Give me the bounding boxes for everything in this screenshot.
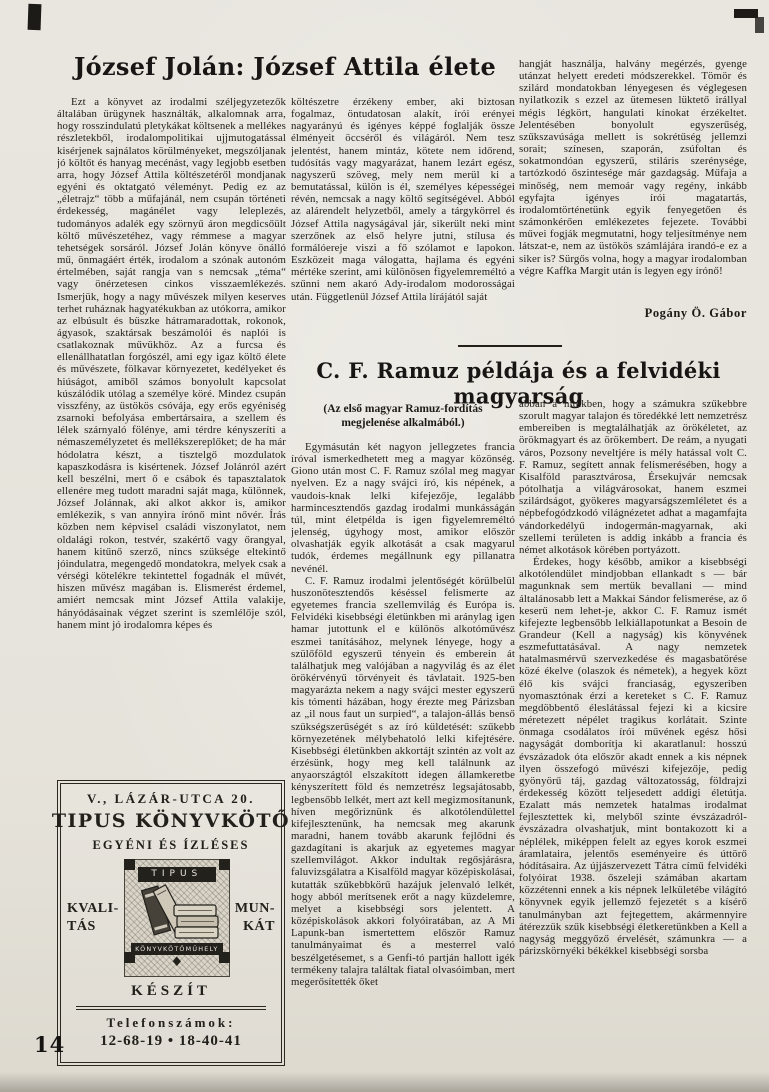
ad-business-name: TIPUS KÖNYVKÖTŐ — [51, 810, 291, 832]
article2-title: C. F. Ramuz példája és a felvidéki magyarság — [316, 357, 721, 409]
page-number: 14 — [34, 1032, 66, 1057]
article1-col3-text: hangját használja, halvány megérzés, gyenge utánzat helyett eredeti módszerekkel. Tömör és szilárd mondatokban lényegesen és véglegesen nyilatkozik s ezzel az ütemesen lüktető irállyal mégis légkört, hangulati kínokat érzékeltet. Jelentésében bonyolult egyszerűség, szűkszavúsága mellett is sokrétűség jellemzi sorait; színesen, szaporán, zsúfoltan és sokatmondóan egyszerű, stiláris szerénysége, tartózkodó őszintesége már gazdagság. Műfaja a minőség, nem memoár vagy regény, inkább egyfajta igényes írói magatartás, irodalomtörténetünk egyik fenyegetően és számonkérően emlékezetes fejezete. További művei fogják megmutatni, hogy teljesítménye nem látszat-e, nem az üstökös számlájára irandó-e ez a siker is? Sürgős volna, hogy a magyar irodalomban végre Kaffka Margit után is legyen egy írónő! — [519, 58, 747, 277]
logo-corner-square — [219, 952, 230, 963]
article2-column-2 — [519, 398, 747, 1082]
logo-corner-square — [124, 952, 135, 963]
logo-corner-square — [219, 859, 230, 870]
article1-column-1 — [57, 96, 286, 772]
section-divider-rule — [458, 345, 562, 347]
article1-col2-text: költészetre érzékeny ember, aki biztosan fogalmaz, öntudatosan alakít, írói erényei nagyarányú és igényes képpé foglalják össze élményeit öccséről és világáról. Nem tesz jelentést, hanem mintáz, kötete nem időrend, tudósítás vagy magyarázat, hanem lezárt egész, nagyszerű szöveg, mely nem merül ki a bemutatással, külön is él, személyes képességei révén, nemcsak a nagy költő segítségével. Abból az alárendelt helyzetből, amely a tárgykörrel és József Attila nagyságával jár, sikerült neki mint szerzőnek az első helyre jutni, stílusa és formálóereje viszi a fő szólamot e lapokon. Eszközeit maga válogatta, hajlama és egyéni mértéke szerint, ami különösen figyelemreméltó a szűnni nem akaró Ady-irodalom modorosságai után. Függetlenül József Attila lírájától saját — [291, 96, 515, 303]
scan-mark — [28, 4, 42, 30]
logo-corner-square — [124, 859, 135, 870]
bookbinder-advertisement — [51, 780, 291, 1066]
ad-word-kvalitas — [67, 900, 119, 936]
ad-phone-numbers: 12-68-19 • 18-40-41 — [100, 1033, 242, 1049]
article1-title: József Jolán: József Attila élete — [73, 51, 497, 82]
ad-address: V., LÁZÁR-UTCA 20. — [87, 791, 255, 806]
books-illustration — [134, 882, 220, 942]
scan-mark — [755, 17, 764, 33]
ad-word-munkat-line1: MUN- — [234, 901, 275, 916]
diamond-ornament-icon: ◆ — [172, 954, 182, 968]
ad-word-kvalitas-line1: KVALI- — [67, 901, 119, 916]
article2-subtitle: (Az első magyar Ramuz-fordítás megjelenése alkalmából.) — [323, 403, 483, 429]
article1-column-2 — [291, 96, 515, 340]
ad-divider-rule — [76, 1006, 267, 1010]
ad-word-kvalitas-line2: TÁS — [67, 919, 96, 934]
article2-col2-paragraph: abban a hitükben, hogy a számukra szűkebbre szorult magyar talajon és töredékké lett nemzetrész embereiben is megtalálhatják az örökéletet, az örökmagyart és az örökembert. De reám, a nyugati város, Pozsony neveltjére is mély hatással volt C. F. Ramuz, segített annak felismerésében, hogy a Kisalföld parasztvárosa, Érsekujvár nemcsak pótolhatja a világvárosokat, hanem eszmei szilárdságot, gyökeres magyarságszemléletet és a népbefogódzkodó világnézetet adhat a magamfajta vándorkedélyű indogermán-magyarnak, aki szellemi területen is addig inkább a francia és német alkotások körében portyázott. — [519, 398, 747, 556]
logo-name-banner: TIPUS — [138, 867, 216, 882]
article2-column-1 — [291, 441, 515, 1063]
article1-column-3 — [519, 58, 747, 304]
ad-middle-row — [65, 859, 277, 977]
ad-verb: KÉSZÍT — [131, 983, 211, 999]
ad-word-munkat — [235, 900, 275, 936]
article1-byline: Pogány Ö. Gábor — [644, 306, 747, 320]
article2-col1-paragraph: Egymásután két nagyon jellegzetes francia íróval ismerkedhetett meg a magyar közönség. Giono után most C. F. Ramuz szólal meg magyar nyelven. Ez a nagy svájci író, kis népének, a vaudois-knak lelki kifejezője, legalább harmincesztendős gazdag irodalmi munkásságán túl, mint életpélda is igen figyelemreméltó jelenség, úgyhogy most, amikor először olvashatják egyik alkotását a csak magyarul tudók, érdemes megállnunk egy pillanatra nevénél. — [291, 441, 515, 575]
ad-tagline: EGYÉNI ÉS ÍZLÉSES — [92, 838, 250, 852]
article2-col1-paragraph: C. F. Ramuz irodalmi jelentőségét körülbelül huszonötesztendős késéssel felismerte az egyetemes francia szellemvilág és Európa is. Felvidéki kisebbségi életünkben mi aránylag igen hamar jutottunk el e különös alkotóművész eszmei tanításához, melynek lényege, hogy a szülőföld egyszerű tényein és emberein át találhatjuk meg valójában a nagyvilág és az élet örökérvényű törvényeit és távlatait. 1925-ben magyarázta nekem a nagy svájci mester egyszerű kis tómenti házában, hogy érezte meg Párizsban az „il nous faut un surpied“, a talajon-állás benső szükségszerűségét s az író küldetését: szűkebb környezetének mélybehatoló lelki kifejtésére. Kisebbségi életünkben akkortájt szintén az volt az érzésünk, hogy meg kell találnunk az anyaországtól elszakított idegen államkeretbe kényszerített föld és nemzetrész legsajátosabb, legbensőbb lelkét, mert azt kell megizmosítanunk, híven megőriznünk és alkotólendülettel kifejlesztenünk, ha nemcsak meg akarunk maradni, hanem tovább akarunk fejlődni és gazdagítani is akarjuk az egyetemes magyar szellemvilágot. Akkor indultak regősjárásra, faluvizsgálatra a Kisalföld magyar középiskolásai, kutatták szűkebbkörű hazájuk jelenvaló lelkét, hogy abból merítsenek erőt a nagy küzdelemre, melyet a kisebbségi sors jelentett. A középiskolások akkori folyóiratában, az A Mi Lapunk-ban ismertettem először Ramuz tanulmányaimat és a mesterrel való beszélgetésemet, s a Genfi-tó partján hallott igék termékeny talajra találtak fiatal olvasóimban, mert megerősítették őket — [291, 574, 515, 988]
ad-word-munkat-line2: KÁT — [243, 919, 275, 934]
logo-workshop-banner: KÖNYVKÖTŐMŰHELY — [131, 943, 223, 955]
article1-col1-text: Ezt a könyvet az irodalmi széljegyzetezők általában ürügynek használták, alkalomnak arra, hogy rosszindulatú pletykákat költsenek a mellékes részletekből, irodalompolitikai ujjmutogatással kisérjenek sajnálatos körülményeket, megszóljanak jó költőt és hanyag mecénást, vagy legjobb esetben arra, hogy József Attila költészetéről mondjanak egyéni és oktatgató véleményt. Pedig ez az „életrajz“ több a műfajánál, nem csupán történeti érdekesség, magánélet vagy leleplezés, tudományos adalék egy szörnyű áron megdicsőült költő művészetéhez, vagy rémmese a magyar tehetségek sorsáról. József Jolán könyve önálló mű, önmagáért érték, irodalom a szónak autonóm értelmében, saját rangja van s nemcsak „téma“ vagy önérzetesen cinkos visszaemlékezés. Ismerjük, hogy a nagy művészek milyen keserves terhet ruháznak hagyatékukban az utókorra, amikor az elbúsult és büszke hátramaradottak, rokonok, ágyasok, szaktársak beszámolói és naplói is csatlakoznak művükhöz. Az a furcsa és ellenállhatatlan forgószél, ami egy igaz költő élete és művészete, fölkavar környezetet, kedélyeket és hiúságot, amiből számos bonyolult kapcsolat kúszálódik utólag a személye köré. Mindez csupán visszfény, az üstökös csóvája, egy erős egyéniség zsarnoki befolyása embertársaira, a szellem és lélek szárnyaló fölénye, ami térdre kényszeríti a némaszemélyzetet és mellékszereplőket; de ha már hódolatra készt, a tisztelgő mozdulatok kapaszkodásra is kisértenek. József Jolánról azért kell beszélni, mert ő e csábok és tapasztalatok ellenére meg tudott maradni saját maga, különnek, József Jolánnak, aki alkot akkor is, amikor emlékezik, s van annyira írónő mint nővér. Írás közben nem képvisel családi viszonylatot, nem oldalági rokon, testvér, szakértő vagy őrangyal, hanem kitűnő szerző, nincs szüksége eltekintő jóindulatra, megengedő mondatokra, melyek csak a vérségi kötelékre tekintettel fogadnák el művét, hiszen művész magában is. Elismerést érdemel, amiért nemcsak mint József Attila valakije, hányódásainak végzet szerint is szemlélője szól, hanem mint jó irodalomra képes és — [57, 96, 286, 631]
article2-col2-paragraph: Érdekes, hogy később, amikor a kisebbségi alkotólendület mindjobban ellankadt s — bár magunknak sem mertük bevallani — mind általánosabb lett a Makkai Sándor felismerése, az ő keserű nem lehet-je, akkor C. F. Ramuz ismét kifejezte legbensőbb lelkiállapotunkat a Besoin de Grandeur (Kell a nagyság) kis könyvének eszmefuttatásával. A nagy nemzetek hatalmasmérvű szervezkedése és magasbatörése közé ékelve (olaszok és németek), a hegyek közt élő kis svájci franciaság, egyszeriben nyomasztónak érzi a kereteket s C. F. Ramuz megdöbbentő éleslátással fejezi ki a kicsire méretezett népélet tragikus korlátait. Szinte önmaga csodálatos írói művének egész hősi nagyságát domborítja ki akaratlanul: hosszú évszázadok óta először akadt ennek a kis népnek ilyen összefogó művészi kifejezője, pedig gyönyörű táj, gazdag változatosság, földrajzi érdekesség között teljesedett addigi életútja. Ezalatt más nemzetek hatalmas irodalmat fejlesztettek ki, melyből szinte évszázadról-évszázadra olvashatjuk, mint bontakozott ki a néplélek, miképpen felelt az egyes korok eszmei áramlataira, jelentős eseményeire és úttörő hódításaira. Az újjászervezett Tátra című felvidéki folyóirat 1938. őszeleji számában akartam közzétenni ennek a kis népnek lelkületébe világító könyvnek egyik jellemző fejezetét s a kísérő tanulmányban azt fejtegettem, akármennyire átérezzük szűk kisebbségi életkeretünkben a Kell a nagyság meggyőző érvelését, számunkra — a párizskörnyéki békékkel kisebbségi sorsba — [519, 556, 747, 958]
ad-phones-label: Telefonszámok: — [106, 1015, 236, 1030]
bookbinder-logo — [124, 859, 230, 977]
